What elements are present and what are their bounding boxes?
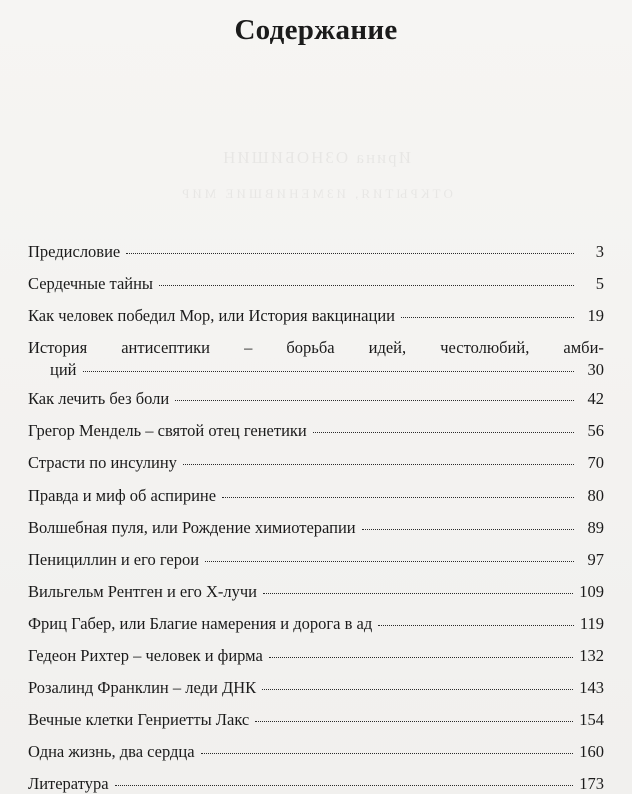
toc-title-word: амби-	[563, 338, 604, 358]
toc-entry-title: Литература	[28, 774, 109, 794]
toc-page-number: 80	[587, 485, 604, 505]
toc-entry	[28, 517, 604, 549]
toc-entry	[28, 273, 604, 305]
toc-title-word: антисептики	[121, 338, 210, 358]
toc-page-number: 97	[587, 549, 604, 569]
toc-entry	[28, 773, 604, 794]
toc-entry	[28, 549, 604, 581]
toc-entry-title: Как лечить без боли	[28, 389, 170, 409]
toc-entry-title: Пенициллин и его герои	[28, 549, 200, 569]
toc-entry-title: Страсти по инсулину	[28, 453, 177, 473]
table-of-contents	[28, 241, 604, 794]
dot-leader	[126, 253, 574, 254]
toc-entry-title: Сердечные тайны	[28, 274, 154, 294]
toc-entry	[28, 645, 604, 677]
toc-page-number: 89	[587, 517, 604, 537]
toc-entry-title: Вильгельм Рентген и его Х-лучи	[28, 581, 257, 601]
toc-page-number: 5	[595, 274, 604, 294]
toc-entry	[28, 241, 604, 273]
toc-entry-title: Правда и миф об аспирине	[28, 485, 217, 505]
toc-entry-title: Как человек победил Мор, или История вакцинации	[28, 306, 395, 326]
toc-page-number: 19	[587, 306, 604, 326]
toc-page-number: 70	[587, 453, 604, 473]
dot-leader	[205, 561, 574, 562]
toc-entry-title: Грегор Мендель – святой отец генетики	[28, 421, 307, 441]
toc-entry	[28, 388, 604, 420]
page-title: Содержание	[234, 14, 398, 46]
toc-entry-title: Фриц Габер, или Благие намерения и дорога в ад	[28, 613, 373, 633]
toc-entry-title-line2: ций	[50, 360, 77, 380]
dot-leader	[313, 432, 574, 433]
toc-entry	[28, 485, 604, 517]
bleed-through-title: ОТКРЫТИЯ, ИЗМЕНИВШИЕ МИР	[179, 186, 453, 201]
dot-leader	[83, 371, 575, 372]
toc-entry	[28, 741, 604, 773]
toc-page-number: 154	[579, 710, 604, 730]
toc-entry	[28, 709, 604, 741]
toc-page-number: 119	[579, 613, 604, 633]
toc-page-number: 30	[587, 360, 604, 380]
dot-leader	[262, 689, 573, 690]
toc-page-number: 132	[579, 646, 604, 666]
toc-entry	[28, 452, 604, 484]
dot-leader	[401, 317, 574, 318]
toc-page-number: 160	[579, 742, 604, 762]
toc-entry	[28, 581, 604, 613]
dot-leader	[115, 785, 574, 786]
toc-page-number: 42	[587, 389, 604, 409]
toc-page-number: 3	[595, 242, 604, 261]
dot-leader	[201, 753, 574, 754]
toc-entry	[28, 677, 604, 709]
dot-leader	[269, 657, 573, 658]
dot-leader	[362, 529, 574, 530]
toc-title-word: честолюбий,	[440, 338, 530, 358]
toc-entry-title: Волшебная пуля, или Рождение химиотерапии	[28, 517, 356, 537]
dot-leader	[255, 721, 573, 722]
toc-title-word: борьба	[286, 338, 335, 358]
dot-leader	[378, 625, 574, 626]
dot-leader	[222, 497, 574, 498]
toc-entry-title-line1	[28, 337, 604, 359]
toc-entry-title: Предисловие	[28, 242, 121, 261]
toc-entry	[28, 305, 604, 337]
dot-leader	[183, 464, 574, 465]
toc-entry-title: Одна жизнь, два сердца	[28, 742, 195, 762]
toc-entry-title: Розалинд Франклин – леди ДНК	[28, 678, 257, 698]
toc-entry-title: Вечные клетки Генриетты Лакс	[28, 710, 250, 730]
toc-entry	[28, 337, 604, 388]
bleed-through-author: Ирина ОЗНОБИШИН	[221, 148, 411, 167]
toc-page-number: 56	[587, 421, 604, 441]
toc-entry-title: Гедеон Рихтер – человек и фирма	[28, 646, 263, 666]
dot-leader	[175, 400, 574, 401]
dot-leader	[159, 285, 574, 286]
toc-page-number: 173	[579, 774, 604, 794]
dot-leader	[263, 593, 573, 594]
toc-entry	[28, 420, 604, 452]
toc-title-word: идей,	[368, 338, 407, 358]
toc-entry	[28, 613, 604, 645]
toc-title-word: –	[244, 338, 253, 358]
toc-title-word: История	[28, 338, 88, 358]
toc-page-number: 109	[579, 581, 604, 601]
toc-page-number: 143	[579, 678, 604, 698]
